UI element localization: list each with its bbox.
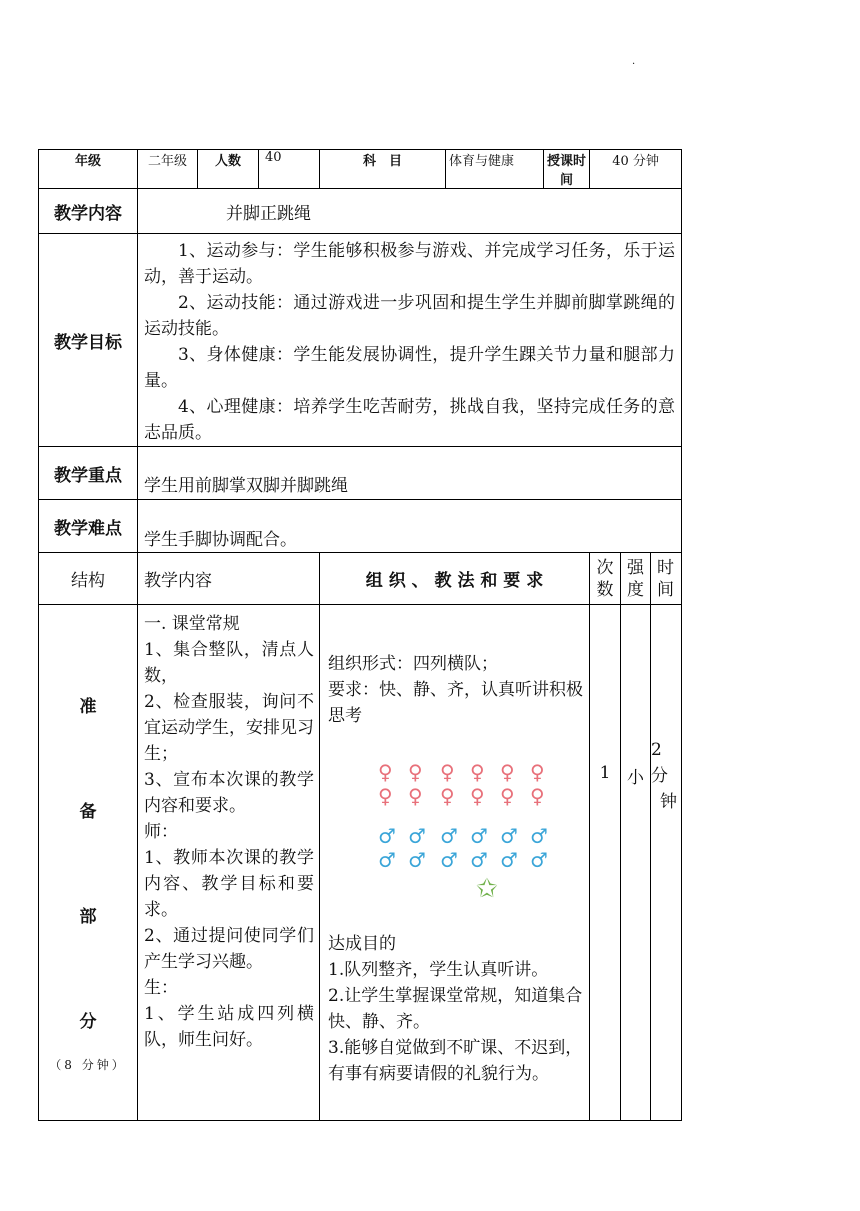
page-dot: .: [632, 56, 636, 67]
objectives-row: [39, 234, 732, 447]
duration-line: 钟: [660, 792, 678, 812]
section-row: [39, 605, 732, 1121]
female-student-icon: ♀: [470, 784, 485, 808]
male-student-icon: ♂: [530, 848, 548, 872]
section-char: 分: [79, 1012, 97, 1032]
col-duration-2: 间: [657, 579, 675, 600]
count-label: 人数: [198, 150, 259, 189]
objectives-list: [138, 234, 682, 447]
female-student-icon: ♀: [440, 760, 455, 784]
female-student-icon: ♀: [470, 760, 485, 784]
objectives-label: 教学目标: [39, 234, 138, 447]
section-name: [39, 605, 138, 1121]
content-value: 并脚正跳绳: [138, 189, 682, 234]
key-point-row: [39, 447, 732, 500]
content-line: 一. 课堂常规: [144, 614, 240, 634]
section-intensity: 小: [621, 605, 651, 1121]
male-student-icon: ♂: [500, 824, 518, 848]
content-line: 1、教师本次课的教学内容、教学目标和要求。: [144, 848, 314, 920]
male-student-icon: ♂: [500, 848, 518, 872]
section-content: [138, 605, 320, 1121]
org-require: 要求：快、静、齐，认真听讲积极思考: [328, 680, 583, 726]
male-student-icon: ♂: [408, 824, 426, 848]
goal-title: 达成目的: [328, 934, 396, 954]
duration-line: 分: [651, 766, 669, 786]
col-duration-1: 时: [657, 557, 675, 578]
col-duration: [651, 553, 682, 605]
male-student-icon: ♂: [470, 824, 488, 848]
grade-value: 二年级: [138, 150, 198, 189]
female-student-icon: ♀: [408, 760, 423, 784]
col-times-2: 数: [596, 579, 614, 600]
grade-label: 年级: [39, 150, 138, 189]
column-header-row: [39, 553, 732, 605]
subject-label: 科 目: [320, 150, 446, 189]
org-form: 组织形式：四列横队；: [328, 654, 498, 674]
col-content: 教学内容: [138, 553, 320, 605]
objective-item: 2、运动技能：通过游戏进一步巩固和提生学生并脚前脚掌跳绳的运动技能。: [144, 293, 676, 339]
section-duration-note: （8 分钟）: [49, 1058, 127, 1072]
content-row: [39, 189, 732, 234]
content-label: 教学内容: [39, 189, 138, 234]
section-char: 准: [79, 697, 97, 717]
duration-line: 2: [651, 740, 662, 760]
content-line: 3、宣布本次课的教学内容和要求。: [144, 770, 314, 816]
content-line: 师：: [144, 822, 178, 842]
section-duration: [651, 605, 682, 1121]
lesson-plan-table: [38, 149, 731, 1121]
male-student-icon: ♂: [408, 848, 426, 872]
col-org: 组 织 、 教 法 和 要 求: [320, 553, 590, 605]
female-student-icon: ♀: [500, 784, 515, 808]
col-structure: 结构: [39, 553, 138, 605]
male-student-icon: ♂: [530, 824, 548, 848]
male-student-icon: ♂: [378, 848, 396, 872]
time-value: 40 分钟: [590, 150, 682, 189]
objective-item: 4、心理健康：培养学生吃苦耐劳，挑战自我，坚持完成任务的意志品质。: [144, 397, 676, 443]
difficulty-label: 教学难点: [39, 500, 138, 553]
key-point-label: 教学重点: [39, 447, 138, 500]
col-intensity-1: 强: [627, 557, 645, 578]
col-intensity: [621, 553, 651, 605]
male-student-icon: ♂: [470, 848, 488, 872]
section-times: 1: [590, 605, 621, 1121]
objective-item: 3、身体健康：学生能发展协调性，提升学生踝关节力量和腿部力量。: [144, 345, 676, 391]
col-times: [590, 553, 621, 605]
col-intensity-2: 度: [627, 579, 645, 600]
content-line: 2、通过提问使同学们产生学习兴趣。: [144, 926, 314, 972]
section-char: 部: [79, 907, 97, 927]
female-student-icon: ♀: [440, 784, 455, 808]
section-char: 备: [79, 802, 97, 822]
male-student-icon: ♂: [378, 824, 396, 848]
difficulty-value: 学生手脚协调配合。: [138, 500, 682, 553]
col-times-1: 次: [596, 557, 614, 578]
female-student-icon: ♀: [378, 784, 393, 808]
key-point-value: 学生用前脚掌双脚并脚跳绳: [138, 447, 682, 500]
difficulty-row: [39, 500, 732, 553]
goal-item: 1.队列整齐，学生认真听讲。: [328, 960, 549, 980]
teacher-star-icon: ✩: [476, 874, 498, 904]
subject-value: 体育与健康: [446, 150, 544, 189]
goal-item: 3.能够自觉做到不旷课、不迟到，有事有病要请假的礼貌行为。: [328, 1038, 583, 1084]
female-student-icon: ♀: [530, 784, 545, 808]
content-line: 1、学生站成四列横队，师生问好。: [144, 1004, 314, 1050]
objective-item: 1、运动参与：学生能够积极参与游戏、并完成学习任务，乐于运动，善于运动。: [144, 241, 676, 287]
content-line: 1、集合整队，清点人数，: [144, 640, 314, 686]
male-student-icon: ♂: [440, 848, 458, 872]
female-student-icon: ♀: [378, 760, 393, 784]
header-row: [39, 150, 732, 189]
formation-diagram: [358, 741, 598, 931]
male-student-icon: ♂: [440, 824, 458, 848]
goal-item: 2.让学生掌握课堂常规，知道集合快、静、齐。: [328, 986, 583, 1032]
female-student-icon: ♀: [530, 760, 545, 784]
section-organization: [320, 605, 590, 1121]
female-student-icon: ♀: [408, 784, 423, 808]
count-value: 40: [259, 150, 320, 189]
female-student-icon: ♀: [500, 760, 515, 784]
content-line: 2、检查服装，询问不宜运动学生，安排见习生；: [144, 692, 314, 764]
content-line: 生：: [144, 978, 178, 998]
time-label: 授课时间: [544, 150, 590, 189]
